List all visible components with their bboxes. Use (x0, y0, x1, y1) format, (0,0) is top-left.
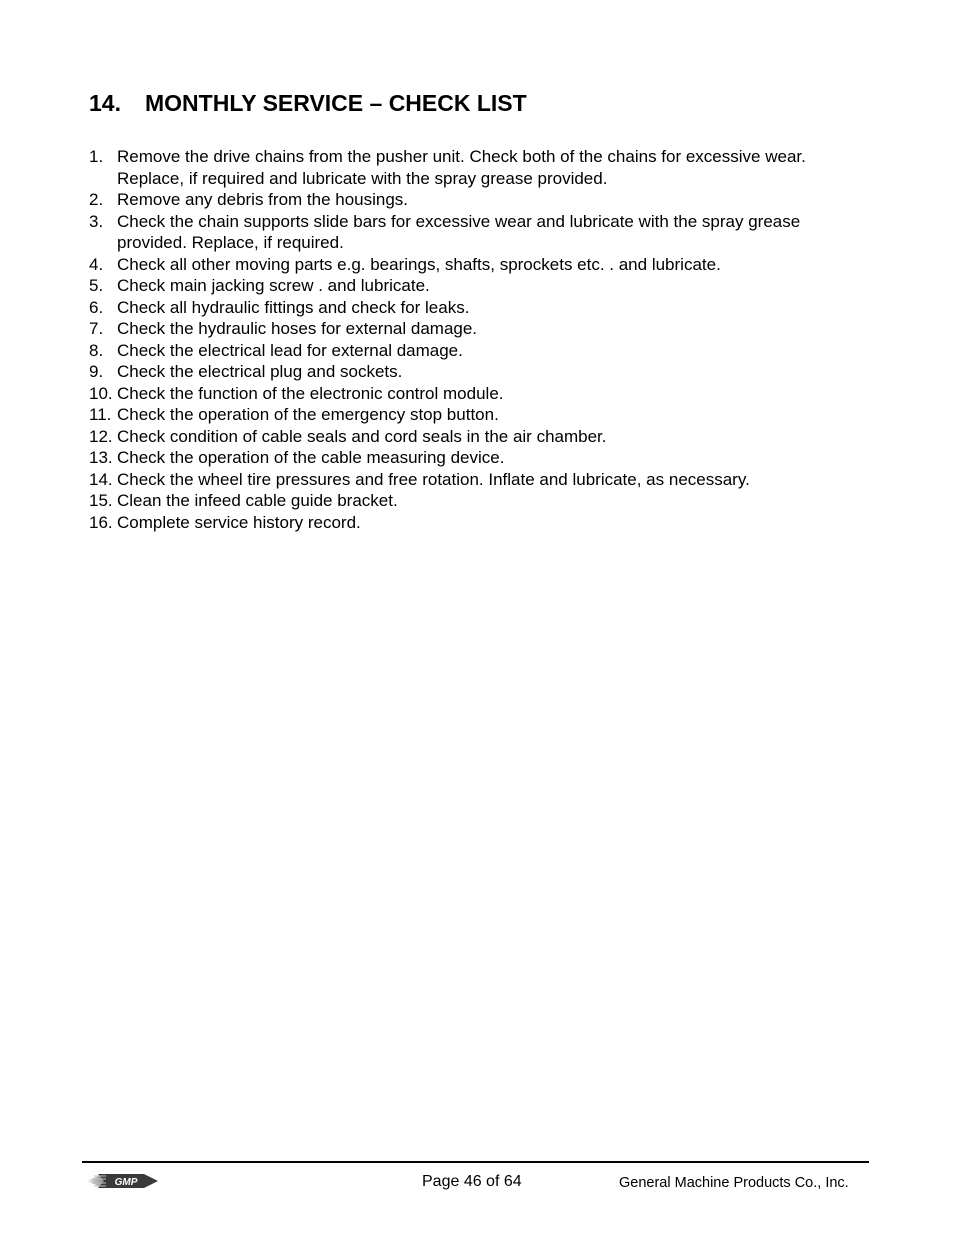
checklist-item-number: 2. (89, 190, 104, 209)
checklist-item-number: 7. (89, 319, 104, 338)
checklist-item-number: 6. (89, 297, 104, 317)
checklist-item-text: Clean the infeed cable guide bracket. (117, 491, 398, 510)
checklist-item-number: 9. (89, 362, 104, 381)
checklist-item (89, 340, 849, 362)
checklist-item-text: Check main jacking screw . and lubricate. (117, 276, 430, 295)
checklist-item-text: Check the operation of the emergency stop button. (117, 405, 499, 424)
company-name: General Machine Products Co., Inc. (619, 1175, 849, 1191)
checklist-item-text: Check the operation of the cable measuring device. (117, 448, 505, 467)
footer-divider (82, 1161, 869, 1163)
checklist-item (89, 318, 849, 340)
gmp-logo-text: GMP (114, 1177, 138, 1188)
checklist-item-text: Check all hydraulic fittings and check for leaks. (117, 297, 470, 317)
checklist-item-number: 15. (89, 491, 113, 510)
checklist-item-number: 10. (89, 383, 113, 403)
checklist-item-text: Remove the drive chains from the pusher unit. Check both of the chains for excessive wear. Replace, if required and lubricate with the spray grease provided. (117, 147, 806, 188)
checklist-item-text: Check the electrical lead for external damage. (117, 340, 463, 360)
page-number: Page 46 of 64 (422, 1173, 522, 1190)
checklist-item-text: Check the chain supports slide bars for excessive wear and lubricate with the spray grease provided. Replace, if required. (117, 211, 801, 252)
checklist-item-number: 12. (89, 426, 113, 446)
checklist-item-text: Check all other moving parts e.g. bearings, shafts, sprockets etc. . and lubricate. (117, 254, 721, 274)
checklist-item (89, 361, 849, 383)
checklist-item-text: Check the electrical plug and sockets. (117, 362, 403, 381)
checklist-item-number: 13. (89, 448, 113, 467)
checklist-item-text: Complete service history record. (117, 512, 361, 532)
page-heading (89, 88, 527, 118)
checklist-item (89, 447, 849, 469)
section-title: MONTHLY SERVICE – CHECK LIST (145, 90, 527, 116)
checklist-item-number: 1. (89, 147, 104, 166)
checklist-item (89, 426, 849, 448)
checklist-item (89, 469, 849, 491)
checklist-item (89, 404, 849, 426)
checklist-item (89, 146, 849, 189)
checklist-item-number: 14. (89, 469, 113, 489)
checklist-item (89, 211, 849, 254)
checklist-item (89, 189, 849, 211)
checklist-item (89, 490, 849, 512)
service-checklist (89, 146, 849, 533)
checklist-item-number: 5. (89, 276, 104, 295)
checklist-item (89, 383, 849, 405)
section-number: 14. (89, 90, 121, 116)
checklist-item-number: 11. (89, 405, 112, 424)
checklist-item (89, 254, 849, 276)
checklist-item-text: Remove any debris from the housings. (117, 190, 409, 209)
checklist-item-number: 3. (89, 211, 104, 231)
checklist-item-text: Check the wheel tire pressures and free rotation. Inflate and lubricate, as necessary. (117, 469, 750, 489)
checklist-item-number: 16. (89, 512, 113, 532)
checklist-item-text: Check the hydraulic hoses for external damage. (117, 319, 478, 338)
gmp-logo-icon (84, 1170, 160, 1192)
checklist-item-number: 4. (89, 254, 104, 274)
checklist-item (89, 275, 849, 297)
checklist-item-text: Check condition of cable seals and cord seals in the air chamber. (117, 426, 607, 446)
checklist-item (89, 512, 849, 534)
checklist-item (89, 297, 849, 319)
checklist-item-text: Check the function of the electronic control module. (117, 383, 504, 403)
checklist-item-number: 8. (89, 340, 104, 360)
